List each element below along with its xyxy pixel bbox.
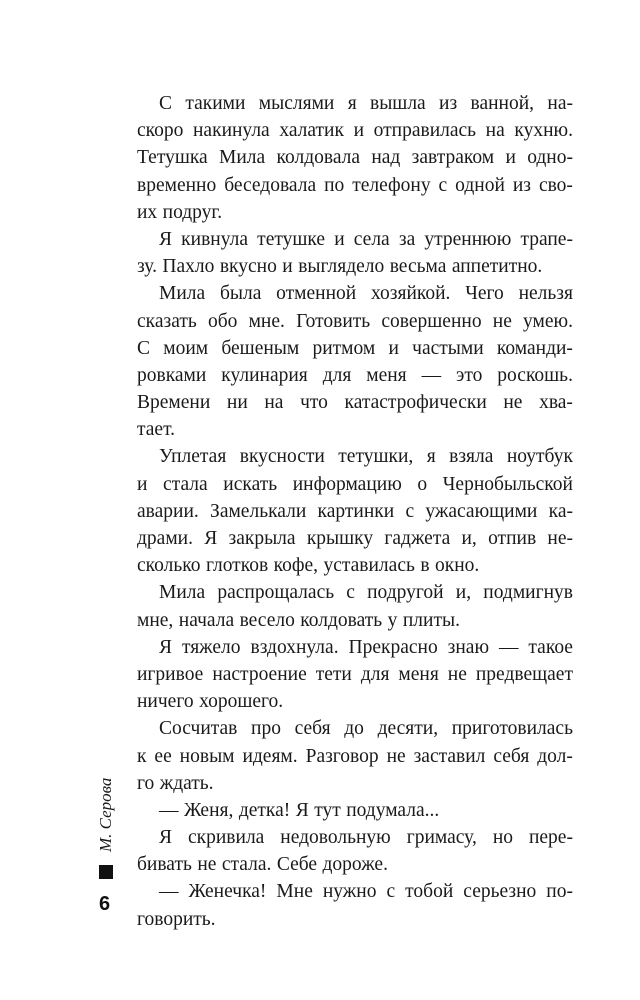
text-word: Разговор bbox=[305, 745, 379, 767]
text-word: хва- bbox=[539, 392, 573, 414]
text-word: Мне bbox=[276, 881, 313, 903]
text-word: колдовала bbox=[276, 147, 361, 169]
text-word: не bbox=[492, 310, 512, 332]
text-word: серьезно bbox=[463, 881, 537, 903]
text-word: и, bbox=[455, 582, 472, 604]
text-word: аварии. bbox=[137, 500, 199, 522]
text-word: совершенно bbox=[381, 310, 482, 332]
text-word: ни bbox=[226, 392, 248, 414]
text-word: игривое bbox=[137, 663, 204, 685]
text-word: ритмом bbox=[312, 337, 376, 359]
text-word: глотков bbox=[205, 555, 269, 577]
text-word: Мила bbox=[219, 147, 266, 169]
text-word: себя bbox=[493, 745, 530, 767]
text-word: Я bbox=[159, 636, 173, 658]
text-word: Времени bbox=[137, 392, 211, 414]
text-word: не bbox=[386, 745, 406, 767]
text-word: их bbox=[137, 201, 158, 223]
text-line bbox=[137, 90, 573, 117]
text-word: на bbox=[264, 392, 284, 414]
text-word: ее bbox=[154, 745, 172, 767]
text-line bbox=[137, 335, 573, 362]
text-word: подумала... bbox=[346, 799, 440, 821]
text-word: Я bbox=[159, 827, 173, 849]
text-word: тобой bbox=[405, 881, 454, 903]
text-word: информацию bbox=[292, 473, 402, 495]
text-word: тетушке bbox=[257, 228, 326, 250]
text-word: хозяйкой. bbox=[371, 283, 451, 305]
text-word: тут bbox=[314, 799, 341, 821]
text-word: тети bbox=[315, 663, 352, 685]
text-word: мне. bbox=[248, 310, 285, 332]
text-word: закрыла bbox=[228, 528, 296, 549]
text-word: — bbox=[159, 881, 179, 903]
text-word: Я bbox=[204, 528, 218, 549]
text-line bbox=[137, 280, 573, 307]
text-line bbox=[137, 144, 573, 171]
text-word: вкусно bbox=[219, 256, 277, 278]
page-number: 6 bbox=[99, 893, 111, 915]
text-word: я bbox=[426, 446, 436, 468]
text-line bbox=[137, 443, 573, 470]
text-line bbox=[137, 498, 573, 525]
text-word: ужасающими bbox=[425, 500, 538, 522]
text-line bbox=[137, 634, 573, 661]
text-word: го bbox=[137, 772, 155, 794]
text-word: нельзя bbox=[518, 283, 573, 305]
text-word: вздохнула. bbox=[250, 636, 339, 658]
text-word: но bbox=[492, 827, 513, 849]
text-word: по bbox=[324, 174, 345, 196]
text-word: десяти, bbox=[377, 718, 439, 740]
text-word: на bbox=[485, 120, 505, 142]
text-word: меня bbox=[398, 663, 439, 685]
text-word: Замелькали bbox=[210, 500, 307, 522]
text-word: Мила bbox=[159, 582, 206, 604]
text-word: кухню. bbox=[514, 120, 573, 142]
text-word: и bbox=[137, 473, 148, 495]
text-word: вкусности bbox=[239, 446, 325, 468]
text-word: себя bbox=[294, 718, 331, 740]
text-word: крышку bbox=[306, 528, 374, 549]
text-line bbox=[137, 906, 573, 933]
text-line bbox=[137, 389, 573, 416]
text-word: Женечка! bbox=[188, 881, 267, 903]
text-word: моим bbox=[163, 337, 209, 359]
text-line bbox=[137, 308, 573, 335]
text-word: окно. bbox=[435, 555, 480, 577]
text-word: новым bbox=[179, 745, 235, 767]
text-line bbox=[137, 117, 573, 144]
text-word: кофе, bbox=[273, 555, 319, 577]
text-word: дол- bbox=[537, 745, 573, 767]
text-word: С bbox=[137, 337, 151, 359]
text-line bbox=[137, 743, 573, 770]
text-line bbox=[137, 579, 573, 606]
text-line bbox=[137, 552, 573, 579]
text-word: мыслями bbox=[258, 93, 335, 114]
text-word: не bbox=[197, 854, 217, 876]
text-word: за bbox=[398, 228, 416, 250]
text-word: с bbox=[346, 582, 355, 604]
text-word: бивать bbox=[137, 854, 192, 876]
text-word: дороже. bbox=[322, 854, 388, 876]
text-line bbox=[137, 226, 573, 253]
text-line bbox=[137, 661, 573, 688]
text-word: хорошего. bbox=[199, 691, 284, 713]
text-word: умею. bbox=[523, 310, 573, 332]
text-word: для bbox=[360, 663, 390, 685]
text-word: Чего bbox=[465, 283, 504, 305]
text-word: из bbox=[512, 174, 531, 196]
text-word: пере- bbox=[528, 827, 573, 849]
text-word: предвещает bbox=[475, 663, 573, 685]
text-word: беседовала bbox=[224, 174, 317, 196]
text-word: скривила bbox=[187, 827, 265, 849]
text-word: такое bbox=[528, 636, 573, 658]
text-line bbox=[137, 770, 573, 797]
text-word: Чернобыльской bbox=[442, 473, 573, 495]
text-word: Женя, bbox=[183, 799, 234, 821]
text-word: кивнула bbox=[181, 228, 249, 250]
text-word: и bbox=[334, 228, 345, 250]
text-word: плиты. bbox=[402, 609, 460, 631]
text-word: сво- bbox=[538, 174, 573, 196]
text-word: что bbox=[300, 392, 328, 414]
text-word: роскошь. bbox=[497, 364, 573, 386]
text-word: халатик bbox=[279, 120, 344, 142]
text-word: с bbox=[405, 500, 415, 522]
text-word: отпив bbox=[488, 528, 537, 549]
text-word: команди- bbox=[496, 337, 573, 359]
text-word: из bbox=[439, 93, 458, 114]
running-head-author: М. Серова bbox=[96, 777, 115, 852]
text-word: мне, bbox=[137, 609, 174, 631]
text-word: отменной bbox=[276, 283, 357, 305]
text-word: над bbox=[371, 147, 401, 169]
text-word: тяжело bbox=[181, 636, 241, 658]
text-word: весело bbox=[239, 609, 295, 631]
text-word: ждать. bbox=[159, 772, 214, 794]
text-word: одной bbox=[455, 174, 505, 196]
text-word: и bbox=[388, 337, 399, 359]
text-word: колдовать bbox=[300, 609, 383, 631]
text-word: временно bbox=[137, 174, 217, 196]
text-word: для bbox=[322, 364, 352, 386]
text-word: трапе- bbox=[520, 228, 573, 250]
text-word: весьма bbox=[389, 256, 447, 278]
text-word: и bbox=[282, 256, 293, 278]
text-word: картинки bbox=[317, 500, 395, 522]
text-word: Себе bbox=[276, 854, 318, 876]
text-line bbox=[137, 715, 573, 742]
text-word: зу. bbox=[137, 256, 157, 278]
text-line bbox=[137, 362, 573, 389]
text-word: к bbox=[137, 745, 147, 767]
text-word: С bbox=[159, 93, 173, 114]
text-word: кулинария bbox=[221, 364, 308, 386]
text-word: распрощалась bbox=[217, 582, 335, 604]
text-word: на- bbox=[547, 93, 573, 114]
text-word: была bbox=[219, 283, 262, 305]
text-word: не- bbox=[547, 528, 573, 549]
text-word: гаджета bbox=[384, 528, 451, 549]
text-word: выглядело bbox=[298, 256, 385, 278]
text-word: не bbox=[503, 392, 523, 414]
text-word: подмигнув bbox=[483, 582, 573, 604]
text-word: вышла bbox=[370, 93, 426, 114]
text-line bbox=[137, 688, 573, 715]
text-word: ка- bbox=[548, 500, 573, 522]
text-word: гримасу, bbox=[406, 827, 477, 849]
text-word: идеям. bbox=[242, 745, 298, 767]
text-word: Пахло bbox=[162, 256, 215, 278]
text-word: приготовилась bbox=[451, 718, 573, 740]
text-word: утреннюю bbox=[424, 228, 512, 250]
text-word: — bbox=[498, 636, 519, 658]
text-word: ванной, bbox=[470, 93, 535, 114]
text-word: ничего bbox=[137, 691, 194, 713]
page-body-text bbox=[137, 90, 573, 933]
text-word: с bbox=[386, 881, 396, 903]
text-word: подругой bbox=[367, 582, 444, 604]
text-line bbox=[137, 607, 573, 634]
text-line bbox=[137, 525, 573, 552]
text-line bbox=[137, 199, 573, 226]
text-word: аппетитно. bbox=[451, 256, 543, 278]
text-word: обо bbox=[207, 310, 238, 332]
text-word: и, bbox=[461, 528, 477, 549]
text-word: драми. bbox=[137, 528, 193, 549]
text-word: отправилась bbox=[373, 120, 477, 142]
text-word: Я bbox=[295, 799, 309, 821]
text-word: телефону bbox=[352, 174, 431, 196]
text-word: и bbox=[505, 147, 516, 169]
text-word: ноутбук bbox=[506, 446, 573, 468]
text-word: сколько bbox=[137, 555, 201, 577]
text-word: Тетушка bbox=[137, 147, 208, 169]
text-word: стала. bbox=[221, 854, 272, 876]
text-line bbox=[137, 797, 573, 824]
text-word: я bbox=[347, 93, 357, 114]
text-word: с bbox=[438, 174, 448, 196]
text-word: знаю bbox=[447, 636, 490, 658]
text-word: Я bbox=[159, 228, 173, 250]
text-word: начала bbox=[178, 609, 235, 631]
text-word: у bbox=[387, 609, 398, 631]
text-word: не bbox=[447, 663, 467, 685]
text-word: — bbox=[421, 364, 442, 386]
text-line bbox=[137, 878, 573, 905]
text-word: Сосчитав bbox=[159, 718, 238, 740]
text-line bbox=[137, 851, 573, 878]
text-word: взяла bbox=[449, 446, 494, 468]
running-head-marker bbox=[99, 865, 113, 879]
text-word: Уплетая bbox=[159, 446, 227, 468]
text-word: тает. bbox=[137, 419, 176, 441]
text-word: меня bbox=[366, 364, 407, 386]
text-word: нужно bbox=[322, 881, 377, 903]
text-line bbox=[137, 824, 573, 851]
text-word: заставил bbox=[413, 745, 486, 767]
text-word: детка! bbox=[238, 799, 291, 821]
text-word: завтраком bbox=[411, 147, 495, 169]
text-word: недовольную bbox=[280, 827, 391, 849]
text-line bbox=[137, 471, 573, 498]
text-word: это bbox=[455, 364, 483, 386]
text-word: Прекрасно bbox=[348, 636, 438, 658]
text-word: до bbox=[344, 718, 364, 740]
text-line bbox=[137, 416, 573, 443]
text-word: по- bbox=[546, 881, 573, 903]
text-word: Готовить bbox=[296, 310, 371, 332]
text-word: о bbox=[417, 473, 428, 495]
text-word: катастрофически bbox=[344, 392, 487, 414]
text-word: и bbox=[353, 120, 365, 142]
text-word: ровками bbox=[137, 364, 207, 386]
text-word: такими bbox=[185, 93, 246, 114]
text-word: уставилась bbox=[323, 555, 415, 577]
text-word: искать bbox=[223, 473, 278, 495]
text-word: стала bbox=[163, 473, 208, 495]
text-word: частыми bbox=[412, 337, 484, 359]
text-word: в bbox=[420, 555, 430, 577]
text-line bbox=[137, 253, 573, 280]
text-word: скоро bbox=[137, 120, 184, 142]
text-word: сказать bbox=[137, 310, 197, 332]
text-word: села bbox=[353, 228, 390, 250]
text-word: про bbox=[251, 718, 281, 740]
text-word: настроение bbox=[212, 663, 307, 685]
text-word: — bbox=[159, 799, 179, 821]
text-word: накинула bbox=[193, 120, 270, 142]
text-word: подруг. bbox=[162, 201, 223, 223]
text-word: говорить. bbox=[137, 908, 216, 930]
text-word: Мила bbox=[159, 283, 206, 305]
text-word: бешеным bbox=[221, 337, 300, 359]
text-word: тетушки, bbox=[338, 446, 414, 468]
text-line bbox=[137, 172, 573, 199]
text-word: одно- bbox=[527, 147, 573, 169]
